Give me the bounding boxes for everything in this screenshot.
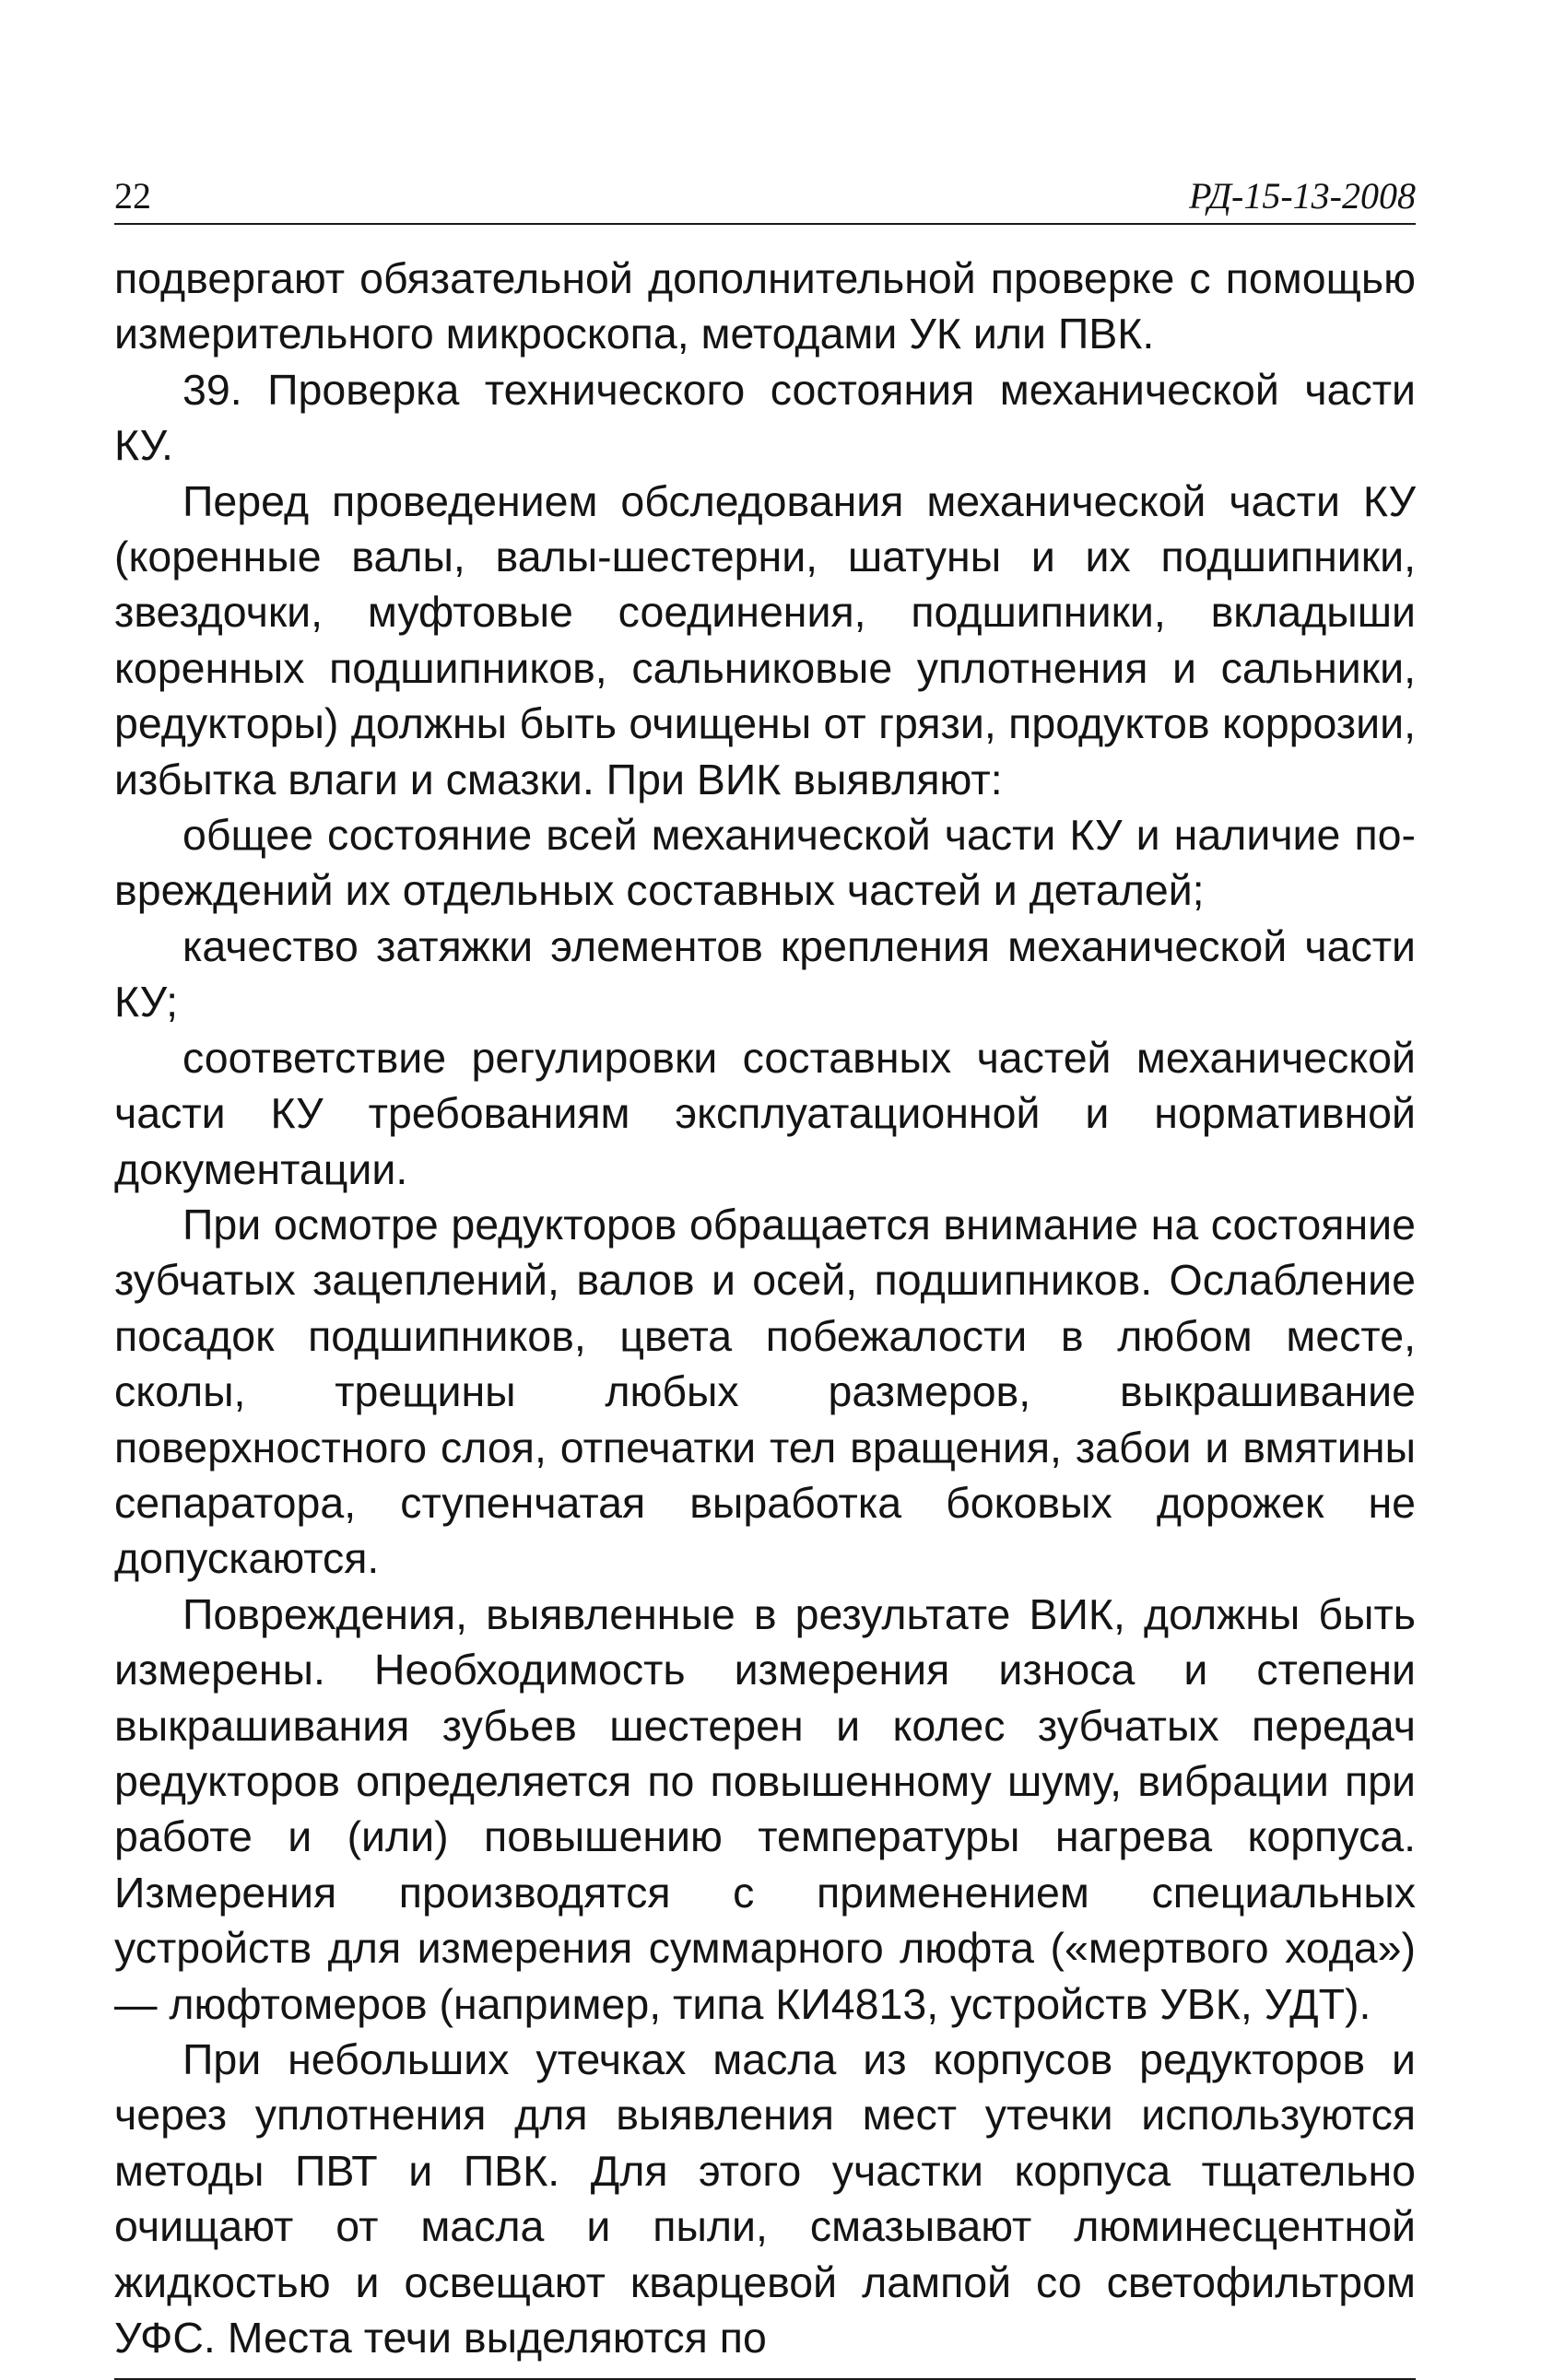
document-code: РД-15-13-2008 xyxy=(1189,175,1416,217)
paragraph: Повреждения, выявленные в результате ВИК, должны быть измерены. Необходимость измерения износа и степени выкрашивания зубьев шестерен и колес зубчатых передач редукторов определяется по повышенному шуму, вибрации при работе и (или) повышению температуры нагрева корпуса. Измерения производятся с применением специальных устройств для измерения суммарного люфта («мертвого хода») — люфтомеров (например, типа КИ4813, устройств УВК, УДТ). xyxy=(114,1589,1416,2028)
header-rule xyxy=(114,223,1416,225)
list-item: соответствие регулировки составных частей механической части КУ требованиям эксплуатационной и нормативной документации. xyxy=(114,1033,1416,1193)
paragraph: Перед проведением обследования механической части КУ (коренные валы, валы-шестерни, шатуны и их подшипники, звездочки, муфтовые соединения, подшипники, вкладыши коренных подшипников, сальниковые уплотнения и сальники, редукторы) должны быть очищены от грязи, продуктов коррозии, избытка влаги и смазки. При ВИК выявляют: xyxy=(114,476,1416,803)
page-header xyxy=(114,175,1416,217)
section-heading-39: 39. Проверка технического состояния механической части КУ. xyxy=(114,365,1416,470)
body-text xyxy=(114,251,1416,2365)
document-page xyxy=(114,175,1416,2380)
list-item: качество затяжки элементов крепления механической части КУ; xyxy=(114,921,1416,1026)
paragraph: При небольших утечках масла из корпусов редукторов и через уплотнения для выявления мест утечки используются методы ПВТ и ПВК. Для этого участки корпуса тщательно очищают от масла и пыли, смазывают люминесцентной жидкостью и освещают кварцевой лампой со светофильтром УФС. Места течи выделяются по xyxy=(114,2035,1416,2362)
page-number: 22 xyxy=(114,175,151,217)
paragraph-continuation: подвергают обязательной дополнительной проверке с помощью измерительного микроскопа, методами УК или ПВК. xyxy=(114,254,1416,358)
list-item: общее состояние всей механической части КУ и наличие повреждений их отдельных составных частей и деталей; xyxy=(114,811,1416,915)
paragraph: При осмотре редукторов обращается внимание на состояние зубчатых зацеплений, валов и осей, подшипников. Ослабление посадок подшипников, цвета побежалости в любом месте, сколы, трещины любых размеров, выкрашивание поверхностного слоя, отпечатки тел вращения, забои и вмятины сепаратора, ступенчатая выработка боковых дорожек не допускаются. xyxy=(114,1200,1416,1583)
